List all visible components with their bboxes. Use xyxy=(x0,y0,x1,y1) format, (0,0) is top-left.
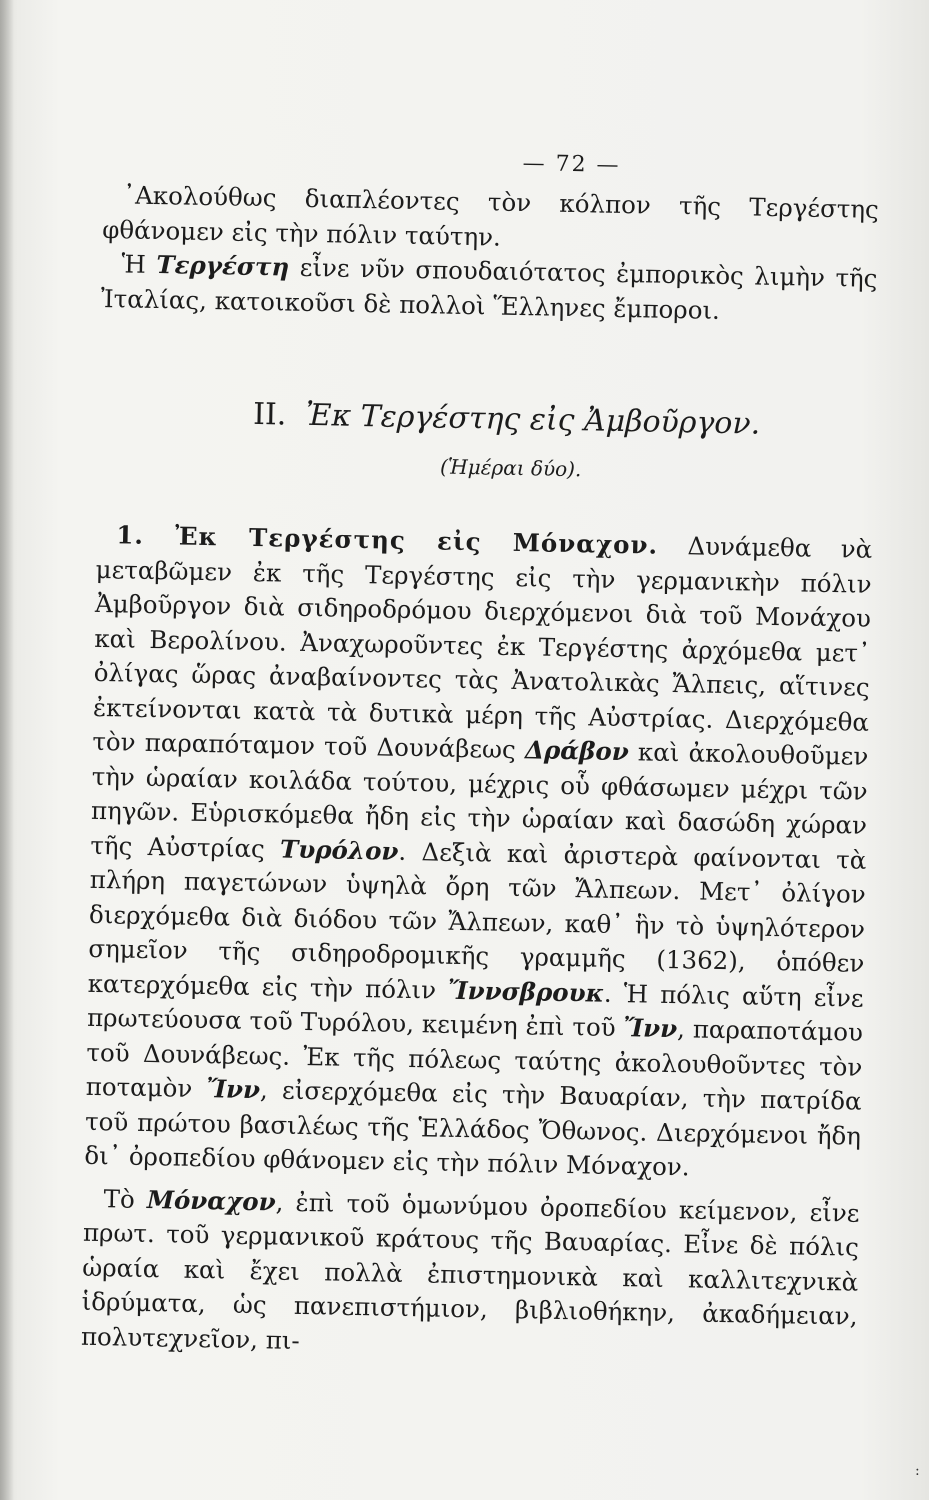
section-subtitle: (Ἡμέραι δύο). xyxy=(439,454,582,482)
page-number: — 72 — xyxy=(522,151,621,178)
tyrol-term: Τυρόλον xyxy=(279,834,399,866)
trieste-term: Τεργέστη xyxy=(156,250,290,282)
section-title: Ἐκ Τεργέστης εἰς Ἀμβοῦργον. xyxy=(305,397,761,442)
section-heading xyxy=(98,392,875,447)
binding-shadow xyxy=(0,0,14,1500)
section-number: ΙΙ. xyxy=(252,396,287,433)
subsection-text-4: . Ἡ πόλις αὕτη εἶνε πρωτεύουσα τοῦ Τυρόλου, κειμένη ἐπὶ τοῦ xyxy=(86,978,864,1043)
margin-mark: : xyxy=(915,1463,920,1479)
subsection-text-6: , εἰσερχόμεθα εἰς τὴν Βαυαρίαν, τὴν πατρίδα τοῦ πρώτου βασιλέως τῆς Ἑλλάδος Ὄθωνος. Διερχόμενοι ἤδη δι᾿ ὀροπεδίου φθάνομεν εἰς τὴν πόλιν Μόναχον. xyxy=(84,1075,862,1182)
munich-term: Μόναχον xyxy=(146,1184,276,1216)
page-body xyxy=(81,138,880,1369)
subsection-text-5: , παραποτάμου τοῦ Δουνάβεως. Ἐκ τῆς πόλεως ταύτης ἀκολουθοῦντες τὸν ποταμὸν xyxy=(85,1014,864,1104)
subsection-heading: 1. Ἐκ Τεργέστης εἰς Μόναχον. xyxy=(116,520,659,560)
munich-text: , ἐπὶ τοῦ ὁμωνύμου ὀροπεδίου κείμενον, εἶνε πρωτ. τοῦ γερμανικοῦ κράτους τῆς Βαυαρίας. Εἶνε δὲ πόλις ὡραία καὶ ἔχει πολλὰ ἐπιστημονικὰ καὶ καλλιτεχνικὰ ἱδρύματα, ὡς πανεπιστήμιον, βιβλιοθήκην, ἀκαδήμειαν, πολυτεχνεῖον, πι- xyxy=(80,1186,860,1355)
intro-rest: εἶνε νῦν σπουδαιότατος ἐμπορικὸς λιμὴν τῆς Ἰταλίας, κατοικοῦσι δὲ πολλοὶ Ἕλληνες ἔμποροι. xyxy=(100,252,878,325)
munich-lead: Τὸ xyxy=(103,1183,148,1214)
subsection-text-3: . Δεξιὰ καὶ ἀριστερὰ φαίνονται τὰ πλήρη παγετώνων ὑψηλὰ ὄρη τῶν Ἄλπεων. Μετ᾿ ὀλίγον διερχόμεθα διὰ διόδου τῶν Ἄλπεων, καθ᾿ ἣν τὸ ὑψηλότερον σημεῖον τῆς σιδηροδρομικῆς γραμμῆς (1362), ὁπόθεν κατερχόμεθα εἰς τὴν πόλιν xyxy=(87,836,867,1005)
intro-paragraph-1: ᾿Ακολούθως διαπλέοντες τὸν κόλπον τῆς Τεργέστης φθάνομεν εἰς τὴν πόλιν ταύτην. xyxy=(101,180,880,252)
innsbruck-term: Ἴννσβρουκ xyxy=(447,975,605,1008)
intro-lead: Ἡ xyxy=(121,249,157,280)
subsection-text-1: Δυνάμεθα νὰ μεταβῶμεν ἐκ τῆς Τεργέστης εἰς τὴν γερμανικὴν πόλιν Ἀμβοῦργον διὰ σιδηροδρόμου διερχόμενοι διὰ τοῦ Μονάχου καὶ Βερολίνου. Ἀναχωροῦντες ἐκ Τεργέστης ἀρχόμεθα μετ᾿ ὀλίγας ὥρας ἀναβαίνοντες τὰς Ἀνατολικὰς Ἄλπεις, αἵτινες ἐκτείνονται κατὰ τὰ δυτικὰ μέρη τῆς Αὐστρίας. Διερχόμεθα τὸν παραπόταμον τοῦ Δουνάβεως xyxy=(92,530,873,765)
subsection-text-2: καὶ ἀκολουθοῦμεν τὴν ὡραίαν κοιλάδα τούτου, μέχρις οὗ φθάσωμεν μέχρι τῶν πηγῶν. Εὑρισκόμεθα ἤδη εἰς τὴν ὡραίαν καὶ δασώδη χώραν τῆς Αὐστρίας xyxy=(90,737,869,864)
munich-paragraph xyxy=(81,1181,860,1368)
inn-term: Ἴνν xyxy=(206,1074,261,1105)
intro-paragraph-2 xyxy=(101,247,878,331)
inn-term: Ἴνν xyxy=(623,1013,678,1044)
subsection-paragraph xyxy=(84,518,872,1188)
drave-term: Δράβον xyxy=(524,735,630,767)
